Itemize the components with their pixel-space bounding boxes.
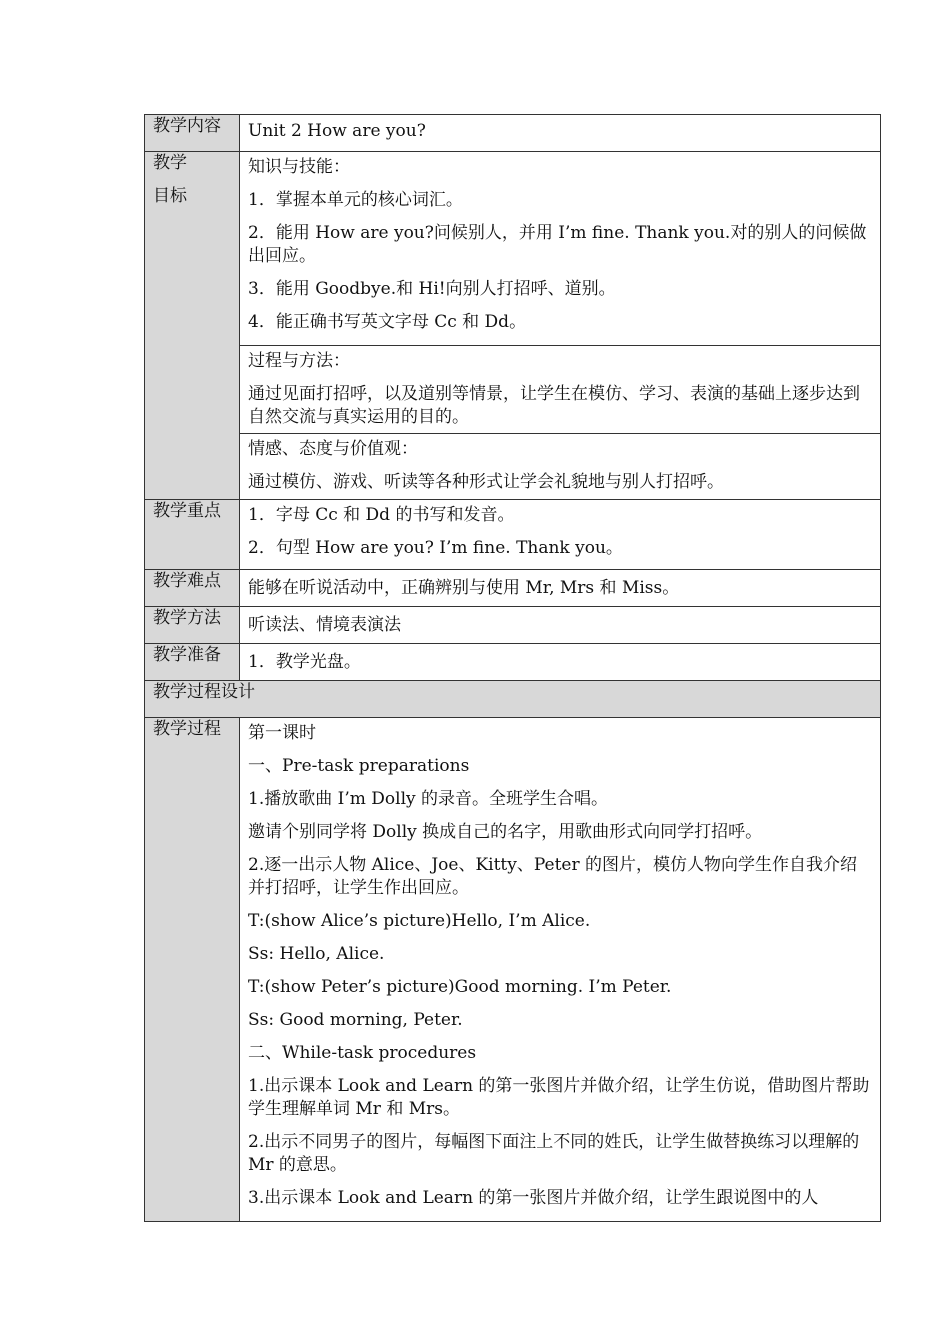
row-methods (145, 607, 881, 644)
row-content (145, 115, 881, 152)
row-goals-knowledge (145, 152, 881, 346)
process-line: 第一课时 (248, 723, 316, 743)
row-key-points (145, 500, 881, 570)
row-design-header (145, 681, 881, 718)
methods: 听读法、情境表演法 (240, 607, 881, 644)
process-line: 2.逐一出示人物 Alice、Joe、Kitty、Peter 的图片，模仿人物向学生作自我介绍并打招呼，让学生作出回应。 (248, 855, 858, 898)
row-goals-process (145, 346, 881, 434)
goals-knowledge (240, 152, 881, 346)
difficulties: 能够在听说活动中，正确辨别与使用 Mr, Mrs 和 Miss。 (240, 570, 881, 607)
label-methods: 教学方法 (145, 607, 240, 644)
process-line: 2.出示不同男子的图片，每幅图下面注上不同的姓氏，让学生做替换练习以理解的 Mr 的意思。 (248, 1132, 860, 1175)
row-preparation (145, 644, 881, 681)
row-goals-emotion (145, 434, 881, 500)
process-line: 3.出示课本 Look and Learn 的第一张图片并做介绍，让学生跟说图中的人 (248, 1188, 819, 1208)
process-line: Ss: Hello, Alice. (248, 944, 385, 964)
process-line: T:(show Alice’s picture)Hello, I’m Alice. (248, 911, 591, 931)
value-content: Unit 2 How are you? (240, 115, 881, 152)
label-process: 教学过程 (145, 718, 240, 1222)
key-point-item: 1．字母 Cc 和 Dd 的书写和发音。 (248, 505, 515, 525)
process-line: 1.出示课本 Look and Learn 的第一张图片并做介绍，让学生仿说，借助图片帮助学生理解单词 Mr 和 Mrs。 (248, 1076, 870, 1119)
knowledge-item: 3．能用 Goodbye.和 Hi!向别人打招呼、道别。 (248, 279, 616, 299)
process-title: 过程与方法： (248, 351, 350, 371)
process-line: 一、Pre-task preparations (248, 756, 470, 776)
design-header: 教学过程设计 (145, 681, 881, 718)
preparation: 1．教学光盘。 (240, 644, 881, 681)
emotion-text: 通过模仿、游戏、听读等各种形式让学会礼貌地与别人打招呼。 (248, 472, 724, 492)
lesson-plan-table (144, 114, 881, 1222)
process-line: Ss: Good morning, Peter. (248, 1010, 463, 1030)
process-text: 通过见面打招呼，以及道别等情景，让学生在模仿、学习、表演的基础上逐步达到自然交流与真实运用的目的。 (248, 384, 860, 427)
knowledge-item: 4．能正确书写英文字母 Cc 和 Dd。 (248, 312, 527, 332)
process-line: 二、While-task procedures (248, 1043, 477, 1063)
key-point-item: 2．句型 How are you? I’m fine. Thank you。 (248, 538, 623, 558)
goals-process (240, 346, 881, 434)
label-goals: 教学 目标 (145, 152, 240, 500)
emotion-title: 情感、态度与价值观： (248, 439, 418, 459)
key-points (240, 500, 881, 570)
knowledge-title: 知识与技能： (248, 157, 350, 177)
goals-emotion (240, 434, 881, 500)
process-line: T:(show Peter’s picture)Good morning. I’m Peter. (248, 977, 672, 997)
row-difficulties (145, 570, 881, 607)
row-process (145, 718, 881, 1222)
process-line: 1.播放歌曲 I’m Dolly 的录音。全班学生合唱。 (248, 789, 609, 809)
knowledge-item: 2．能用 How are you?问候别人，并用 I’m fine. Thank you.对的别人的问候做出回应。 (248, 223, 867, 266)
label-preparation: 教学准备 (145, 644, 240, 681)
process-lines (240, 718, 881, 1222)
label-key-points: 教学重点 (145, 500, 240, 570)
knowledge-item: 1．掌握本单元的核心词汇。 (248, 190, 463, 210)
label-difficulties: 教学难点 (145, 570, 240, 607)
label-content: 教学内容 (145, 115, 240, 152)
process-line: 邀请个别同学将 Dolly 换成自己的名字，用歌曲形式向同学打招呼。 (248, 822, 763, 842)
